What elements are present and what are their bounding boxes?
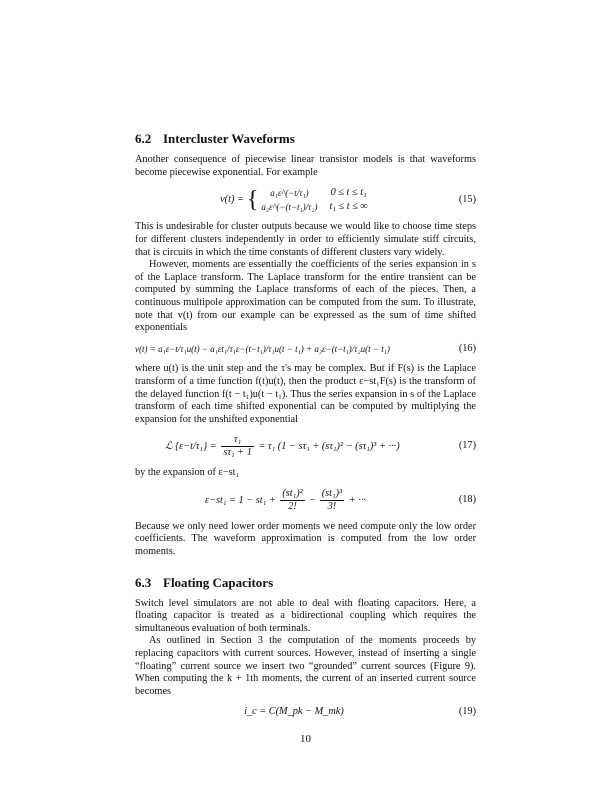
page-body — [135, 131, 476, 746]
equation-19 — [135, 706, 476, 719]
section-heading-6-3 — [135, 575, 476, 591]
frac-denominator: sτ₁ + 1 — [223, 447, 252, 459]
frac-denominator: 2! — [280, 500, 304, 513]
frac-numerator: (st₁)³ — [321, 487, 343, 499]
paragraph-2: This is undesirable for cluster outputs because we would like to choose time steps for different clusters independently in order to efficiently simulate stiff circuits, that is circuits in which the time constants of different clusters vary widely. — [135, 221, 476, 258]
section-title: Intercluster Waveforms — [163, 131, 295, 146]
frac-denominator: 3! — [320, 500, 344, 513]
eq-case-2: a₂ε^(−(t−t₁)/τ₂) — [261, 201, 318, 212]
eq-rhs: = τ₁ (1 − sτ₁ + (sτ₁)² − (sτ₁)³ + ···) — [258, 441, 400, 453]
equation-17 — [135, 434, 476, 459]
eq-case-1: a₁ε^(−t/τ₁) — [270, 188, 309, 199]
section-number: 6.2 — [135, 131, 152, 146]
paragraph-4: where u(t) is the unit step and the τ's may be complex. But if F(s) is the Laplace transform of a time function f(t)u(t), then the product ε−st₁F(s) is the transform of the delayed function f(t − t₁)u(t − t₁). Thus the series expansion in s of the Laplace transform of each time shifted exponential can be computed by multiplying the expansion for the unshifted exponential — [135, 363, 476, 425]
eq-cond-1: 0 ≤ t ≤ t₁ — [330, 187, 367, 199]
section-number: 6.3 — [135, 574, 152, 590]
equation-16 — [135, 343, 476, 356]
equation-number: (18) — [458, 494, 476, 506]
paragraph-1: Another consequence of piecewise linear transistor models is that waveforms become piecewise exponential. For example — [135, 154, 476, 178]
paragraph-8: As outlined in Section 3 the computation of the moments proceeds by replacing capacitors with current sources. However, instead of inserting a single “floating” current source we insert two “grounded” current sources (Figure 9). When computing the k + 1th moments, the current of an inserted current source becomes — [135, 635, 476, 697]
paragraph-6: Because we only need lower order moments we need compute only the low order coefficients. The waveform approximation is computed from the low order moments. — [135, 520, 476, 558]
equation-number: (15) — [458, 193, 476, 205]
eq-lhs: v(t) = — [220, 193, 244, 205]
eq-lhs: ℒ {ε−t/τ₁} = — [165, 441, 217, 453]
equation-number: (16) — [458, 342, 476, 354]
paragraph-5: by the expansion of ε−st₁ — [135, 467, 240, 479]
section-heading-6-2 — [135, 131, 476, 147]
eq-lhs: ε−st₁ = 1 − st₁ + — [205, 494, 276, 506]
equation-15 — [135, 187, 476, 213]
frac-numerator: (st₁)² — [282, 487, 303, 499]
eq-tail: + ··· — [348, 494, 366, 506]
equation-number: (19) — [458, 706, 476, 718]
brace: { — [246, 187, 259, 214]
paragraph-7: Switch level simulators are not able to deal with floating capacitors. Here, a floating capacitor is treated as a bidirectional coupling which requires the simultaneous evaluation of both terminals. — [135, 597, 476, 634]
frac-numerator: τ₁ — [233, 434, 242, 446]
eq-body: v(t) = a₁ε−t/τ₁u(t) − a₁εt₁/τ₁ε−(t−t₁)/τ₁u(t − t₁) + a₂ε−(t−t₁)/τ₂u(t − t₁) — [135, 343, 390, 354]
page-number: 10 — [300, 733, 311, 745]
eq-body: i_c = C(M_pk − M_mk) — [244, 706, 344, 718]
paragraph-3: However, moments are essentially the coefficients of the series expansion in s of the Laplace transform. The Laplace transform for the entire transient can be computed by summing the Laplace transforms of each of the pieces. Then, a continuous multipole approximation can be computed from the sum. To illustrate, note that v(t) from our example can be expressed as the sum of time shifted exponentials — [135, 259, 476, 334]
eq-cond-2: t₁ ≤ t ≤ ∞ — [329, 200, 368, 212]
equation-18: ε−st₁ = 1 − st₁ + $\frac{\text{(st₁)²}}{2!}$ − $\frac{\text{(st₁)³}}{3!}$ + ··· (18) — [205, 487, 476, 512]
section-title: Floating Capacitors — [163, 574, 274, 590]
equation-number: (17) — [458, 440, 476, 452]
